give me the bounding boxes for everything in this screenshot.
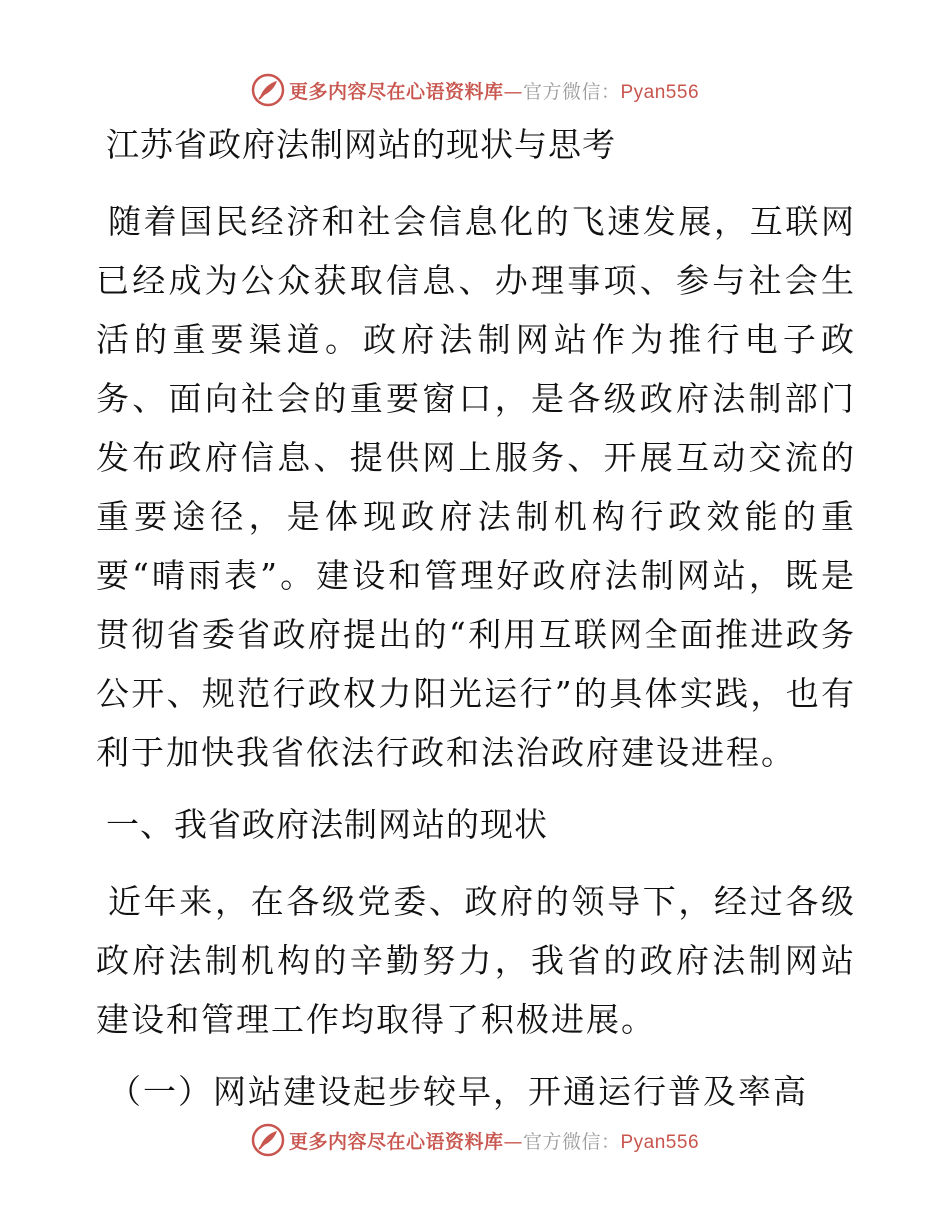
document-body [96,120,856,1117]
watermark-text [289,1127,699,1154]
quill-logo-icon [251,1123,285,1157]
section-paragraph: 近年来，在各级党委、政府的领导下，经过各级政府法制机构的辛勤努力，我省的政府法制网站建设和管理工作均取得了积极进展。 [96,882,856,1039]
watermark-main: 更多内容尽在心语资料库 [288,1130,504,1153]
document-title: 江苏省政府法制网站的现状与思考 [106,125,616,164]
watermark-text [289,77,699,104]
watermark-wechat-id: Pyan556 [620,81,700,103]
watermark-header [0,70,950,110]
watermark-wechat-label: 官方微信： [522,1130,621,1153]
watermark-wechat-id: Pyan556 [620,1131,700,1153]
watermark-wechat-label: 官方微信： [522,80,621,103]
watermark-footer [0,1120,950,1160]
watermark-main: 更多内容尽在心语资料库 [288,80,504,103]
quill-logo-icon [251,73,285,107]
intro-paragraph: 随着国民经济和社会信息化的飞速发展，互联网已经成为公众获取信息、办理事项、参与社会生活的重要渠道。政府法制网站作为推行电子政务、面向社会的重要窗口，是各级政府法制部门发布政府信息、提供网上服务、开展互动交流的重要途径，是体现政府法制机构行政效能的重要“晴雨表”。建设和管理好政府法制网站，既是贯彻省委省政府提出的“利用互联网全面推进政务公开、规范行政权力阳光运行”的具体实践，也有利于加快我省依法行政和法治政府建设进程。 [96,202,856,772]
subsection-heading: （一）网站建设起步较早，开通运行普及率高 [108,1072,808,1111]
watermark-separator: — [503,1130,523,1153]
section-heading: 一、我省政府法制网站的现状 [106,805,548,844]
watermark-separator: — [503,80,523,103]
